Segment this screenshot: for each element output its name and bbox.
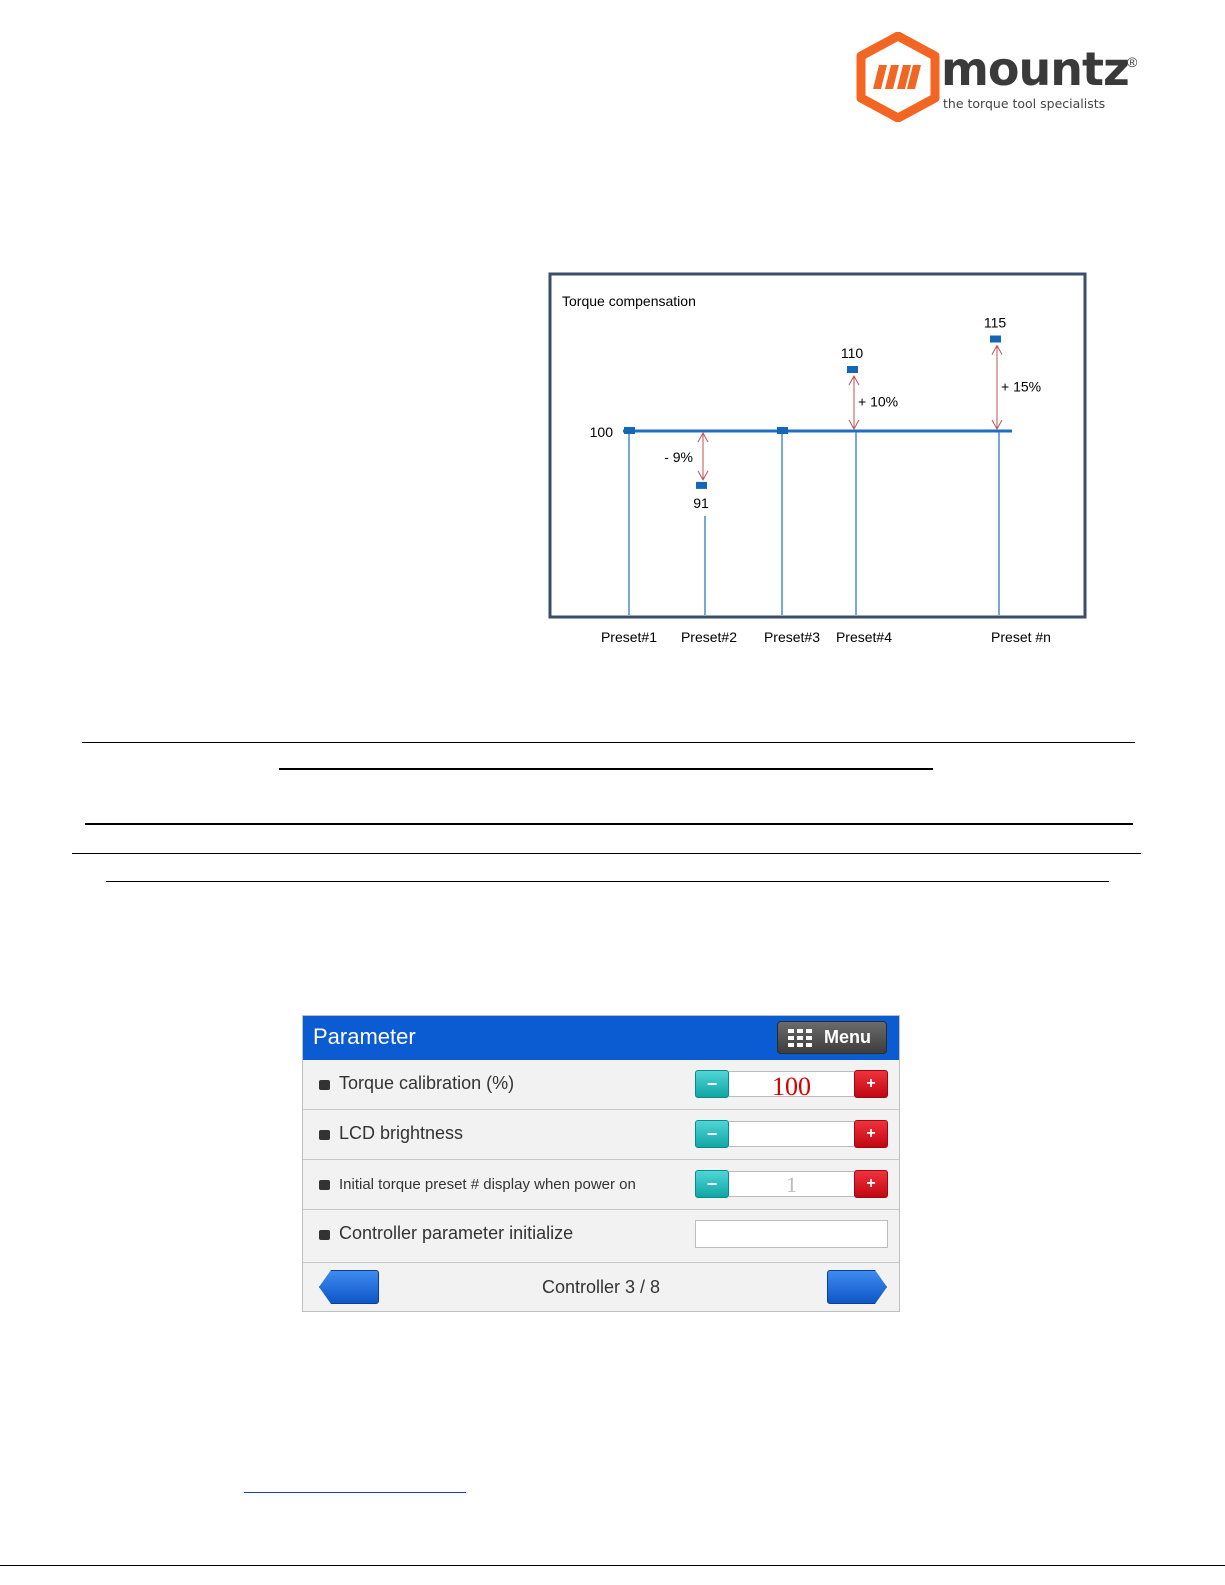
grid-icon [788,1029,812,1047]
bullet-icon [319,1180,330,1190]
data-label: 110 [840,345,864,361]
chart-title: Torque compensation [562,293,696,309]
parameter-screen [302,1015,900,1312]
data-point [847,366,858,373]
document-rule [106,881,1109,882]
initial-preset-value[interactable]: 1 [729,1171,854,1197]
param-row-torque-calibration [303,1060,899,1110]
lcd-brightness-stepper[interactable] [695,1120,888,1148]
hexagon-logo-icon [855,32,941,122]
decrement-button[interactable]: − [695,1170,729,1198]
delta-label: - 9% [664,449,693,465]
data-point [624,427,635,434]
category-label: Preset#4 [835,629,893,645]
page-title: Parameter [313,1024,416,1049]
delta-label: + 10% [858,393,899,410]
mountz-logo [855,32,1155,122]
next-page-button[interactable] [827,1270,887,1304]
param-label: Initial torque preset # display when power on [339,1176,636,1193]
bullet-icon [319,1130,330,1140]
decrement-button[interactable]: − [695,1120,729,1148]
category-label: Preset #n [991,629,1051,645]
data-point [777,427,788,434]
page-bottom-rule [0,1565,1225,1566]
torque-calibration-value[interactable]: 100 [729,1071,854,1097]
menu-button[interactable] [777,1021,887,1054]
document-rule [279,768,933,770]
logo-tagline: the torque tool specialists [943,96,1106,111]
data-point [990,336,1001,343]
document-rule [72,853,1141,854]
increment-button[interactable]: + [854,1170,888,1198]
data-label: 91 [693,494,709,511]
logo-brand-text: mountz [941,42,1129,96]
panel-header [303,1016,899,1060]
param-label: Torque calibration (%) [339,1073,515,1093]
bullet-icon [319,1230,330,1240]
param-row-initial-preset [303,1160,899,1210]
initial-preset-stepper[interactable] [695,1170,888,1198]
category-label: Preset#2 [680,629,738,645]
pager [303,1263,899,1311]
hyperlink-underline[interactable] [244,1492,466,1493]
document-rule [82,742,1135,743]
category-label: Preset#1 [600,629,658,645]
param-label: LCD brightness [339,1123,464,1143]
data-point [696,482,707,489]
controller-initialize-field[interactable] [695,1220,888,1248]
registered-mark: ® [1127,54,1138,70]
page-indicator: Controller 3 / 8 [541,1277,661,1297]
param-row-lcd-brightness [303,1110,899,1160]
increment-button[interactable]: + [854,1070,888,1098]
param-label: Controller parameter initialize [339,1223,574,1243]
menu-button-label: Menu [824,1027,871,1047]
lcd-brightness-value[interactable] [729,1121,854,1147]
param-row-controller-initialize [303,1210,899,1263]
decrement-button[interactable]: − [695,1070,729,1098]
document-rule [85,823,1133,825]
data-label: 100 [589,424,613,440]
torque-calibration-stepper[interactable] [695,1070,888,1101]
category-label: Preset#3 [763,629,821,645]
increment-button[interactable]: + [854,1120,888,1148]
torque-compensation-chart [548,272,1088,652]
data-label: 115 [983,314,1007,331]
bullet-icon [319,1080,330,1090]
delta-label: + 15% [1001,378,1042,395]
